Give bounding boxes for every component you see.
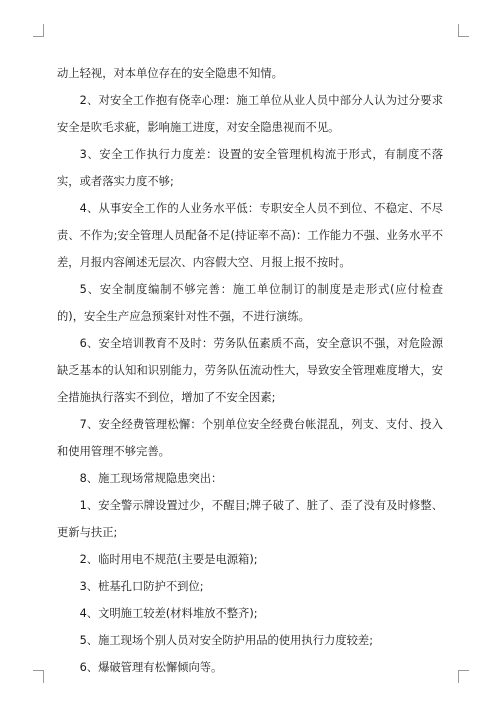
paragraph-item-7: 7、安全经费管理松懈：个别单位安全经费台帐混乱，列支、支付、投入和使用管理不够完善。 <box>57 418 443 458</box>
subitem-3: 3、桩基孔口防护不到位; <box>79 580 204 593</box>
subitem-4: 4、文明施工较差(材料堆放不整齐); <box>79 607 258 620</box>
paragraph-item-5: 5、安全制度编制不够完善：施工单位制订的制度是走形式(应付检查的)，安全生产应急预案针对性不强，不进行演练。 <box>57 283 443 323</box>
subitem-5: 5、施工现场个别人员对安全防护用品的使用执行力度较差; <box>79 634 374 647</box>
subitem-1: 1、安全警示牌设置过少，不醒目;牌子破了、脏了、歪了没有及时修整、更新与扶正; <box>57 499 443 539</box>
paragraph-continuation: 动上轻视，对本单位存在的安全隐患不知情。 <box>57 67 283 80</box>
paragraph-item-3: 3、安全工作执行力度差：设置的安全管理机构流于形式，有制度不落实，或者落实力度不够; <box>57 148 443 188</box>
paragraph-item-8: 8、施工现场常规隐患突出： <box>79 472 223 485</box>
crop-mark-top-left <box>33 24 44 37</box>
crop-mark-top-right <box>458 24 469 37</box>
document-body <box>57 60 443 681</box>
crop-mark-bottom-left <box>33 670 44 683</box>
paragraph-item-2: 2、对安全工作抱有侥幸心理：施工单位从业人员中部分人认为过分要求安全是吹毛求疵，影响施工进度，对安全隐患视而不见。 <box>57 94 443 134</box>
crop-mark-bottom-right <box>458 670 469 683</box>
paragraph-item-4: 4、从事安全工作的人业务水平低：专职安全人员不到位、不稳定、不尽责、不作为;安全管理人员配备不足(持证率不高)：工作能力不强、业务水平不差，月报内容阐述无层次、内容假大空、月报上报不按时。 <box>57 202 443 269</box>
paragraph-item-6: 6、安全培训教育不及时：劳务队伍素质不高，安全意识不强，对危险源缺乏基本的认知和识别能力，劳务队伍流动性大，导致安全管理难度增大，安全措施执行落实不到位，增加了不安全因素; <box>57 337 443 404</box>
subitem-6: 6、爆破管理有松懈倾向等。 <box>79 661 223 674</box>
subitem-2: 2、临时用电不规范(主要是电源箱); <box>79 553 258 566</box>
